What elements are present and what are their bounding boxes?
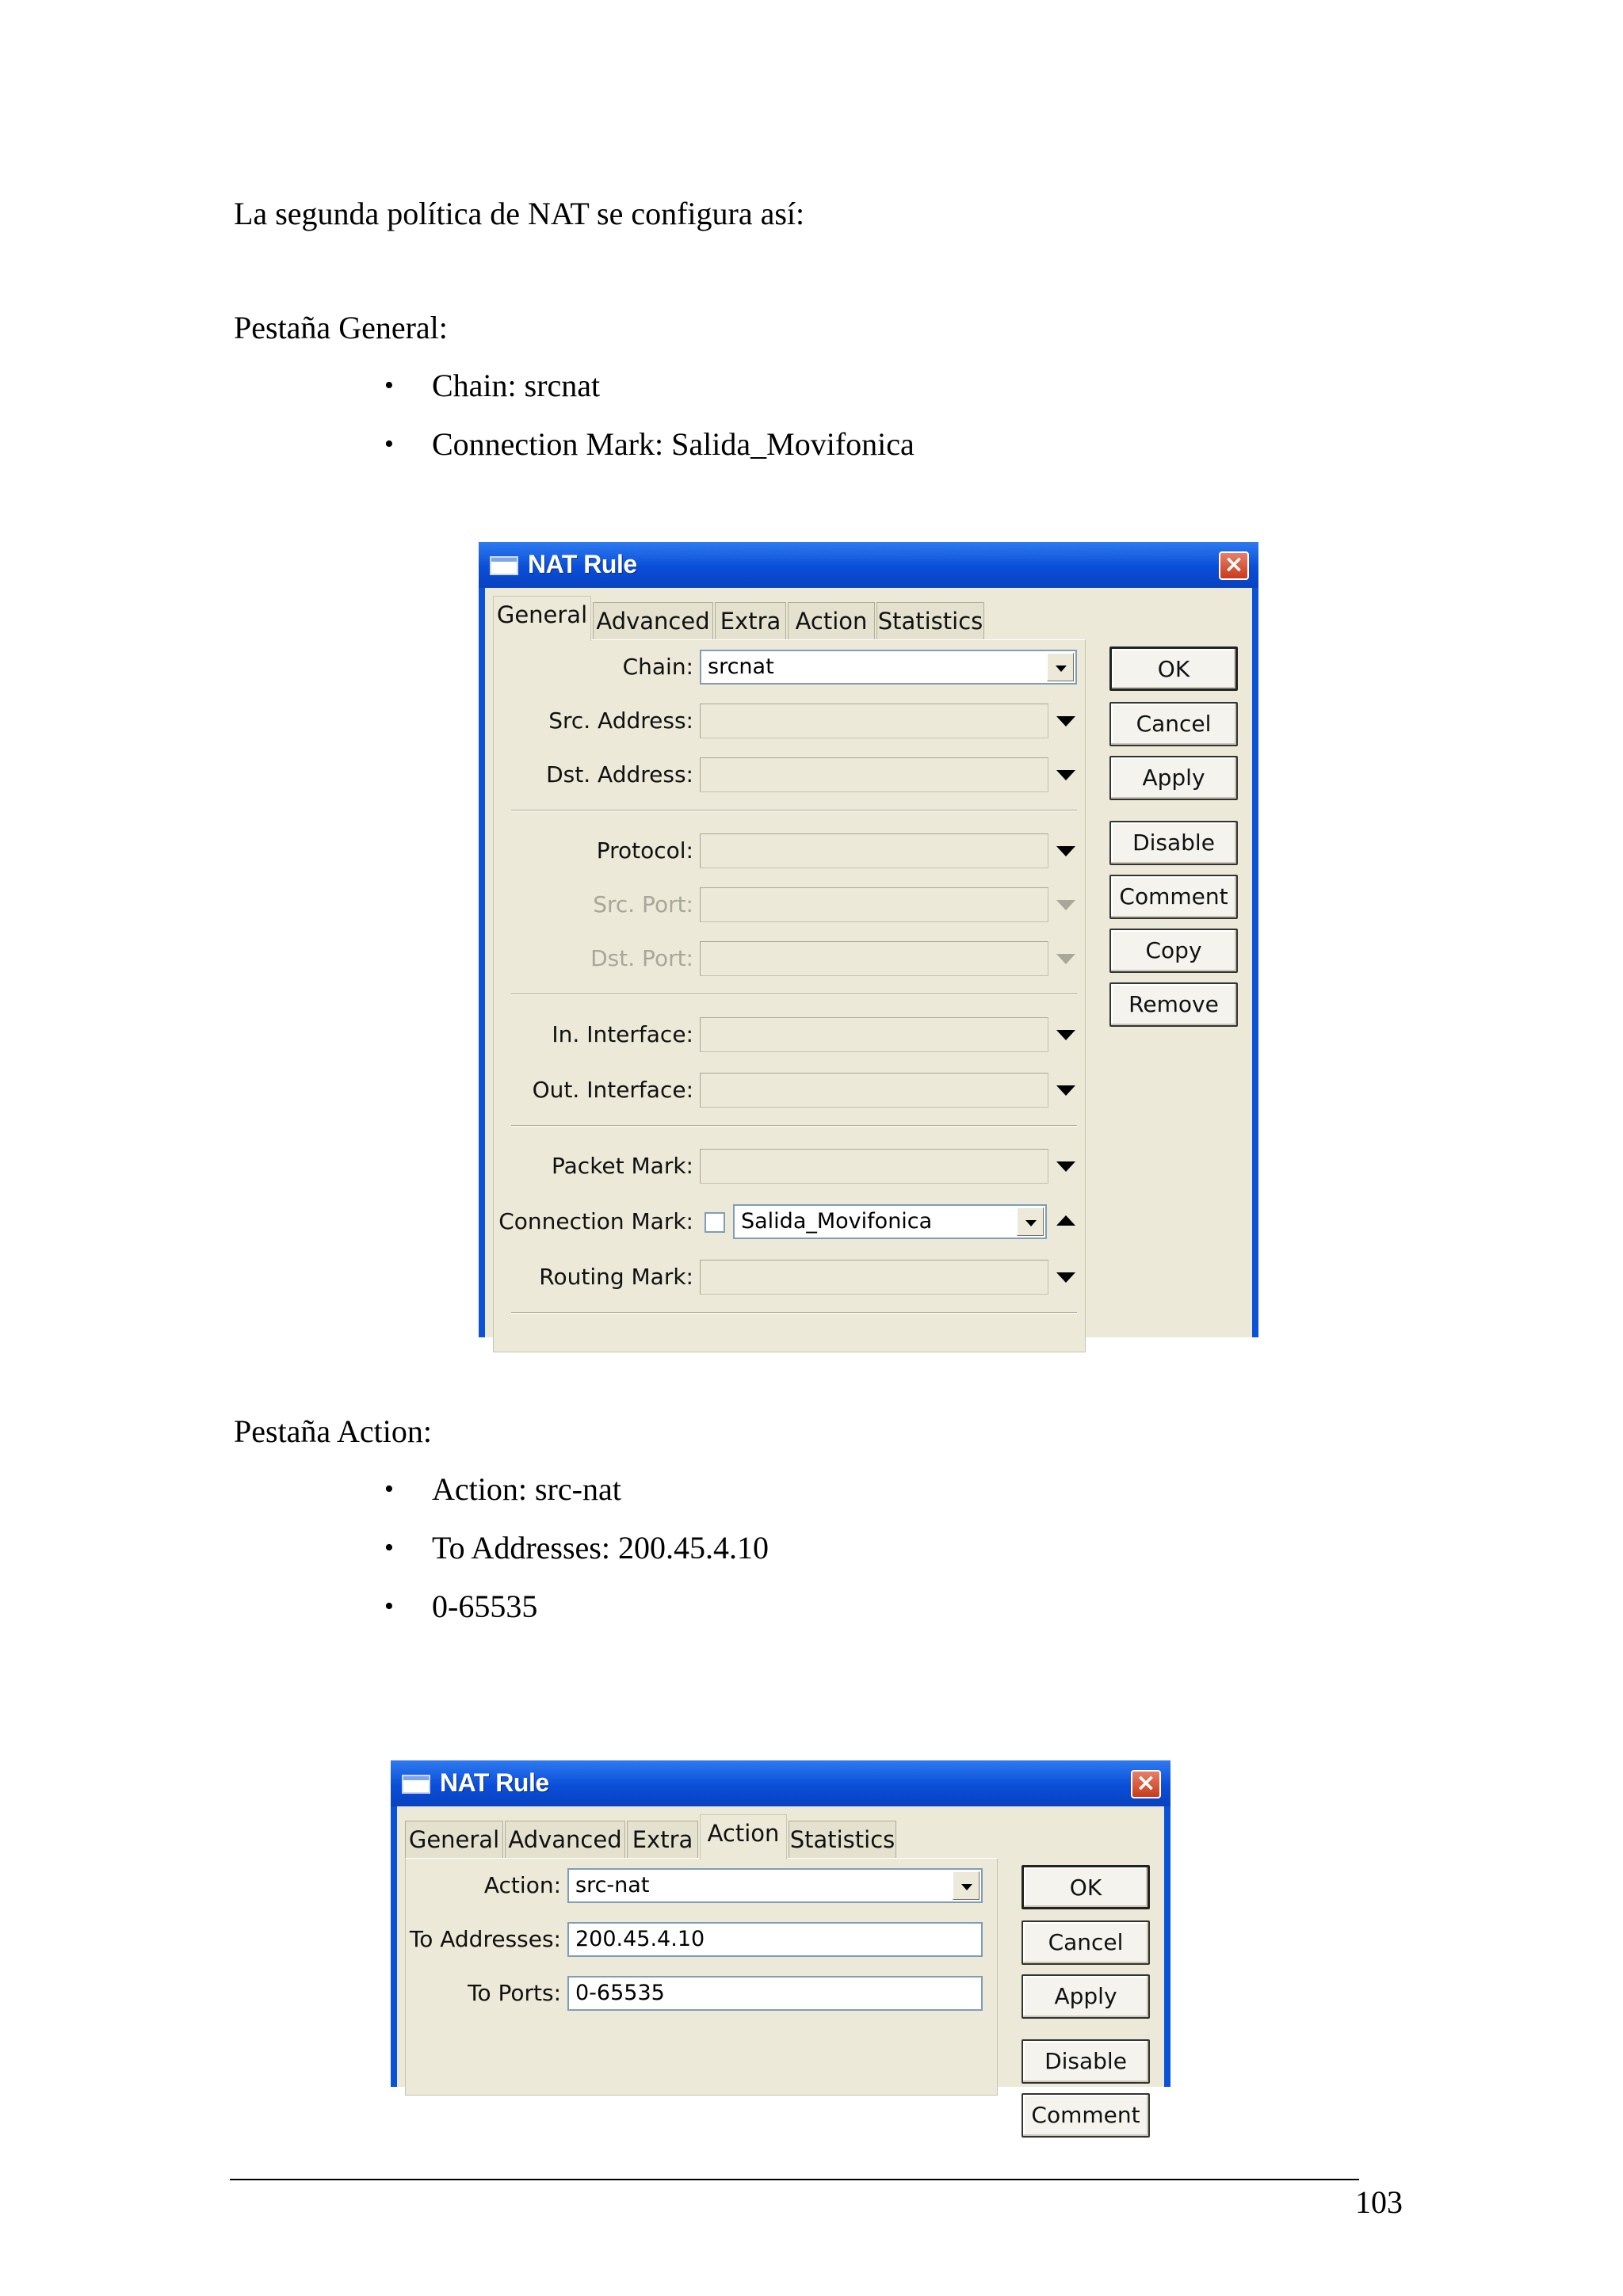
disable-button[interactable]: Disable <box>1022 2039 1150 2084</box>
tab-general[interactable]: General <box>405 1821 503 1859</box>
routing-mark-label: Routing Mark: <box>539 1264 693 1290</box>
to-ports-label: To Ports: <box>468 1980 561 2006</box>
dropdown-arrow-icon[interactable] <box>1056 846 1075 856</box>
tab-advanced[interactable]: Advanced <box>505 1821 625 1859</box>
out-interface-label: Out. Interface: <box>532 1077 693 1103</box>
bullet-icon: • <box>384 1592 394 1621</box>
dst-address-label: Dst. Address: <box>546 761 693 788</box>
tab-action[interactable]: Action <box>788 602 875 640</box>
bullet-text: Connection Mark: Salida_Movifonica <box>432 426 915 462</box>
dst-address-field[interactable] <box>700 757 1048 792</box>
intro-text: La segunda política de NAT se configura así: <box>234 196 805 231</box>
title-bar[interactable] <box>479 542 1258 588</box>
connection-mark-combo[interactable] <box>733 1204 1047 1239</box>
comment-button[interactable]: Comment <box>1109 875 1238 919</box>
nat-rule-dialog-general <box>479 542 1258 1337</box>
close-button[interactable] <box>1131 1770 1161 1798</box>
cancel-button[interactable]: Cancel <box>1109 702 1238 746</box>
bullet-item <box>384 1529 769 1567</box>
src-port-label: Src. Port: <box>593 891 693 917</box>
chevron-down-icon[interactable] <box>953 1871 980 1900</box>
tab-panel-action <box>405 1858 998 2096</box>
to-addresses-label: To Addresses: <box>409 1926 561 1952</box>
action-label: Action: <box>483 1872 561 1898</box>
out-interface-field[interactable] <box>700 1073 1048 1108</box>
dialog-client <box>485 588 1252 1337</box>
dropdown-arrow-icon[interactable] <box>1056 1030 1075 1040</box>
connection-mark-value: Salida_Movifonica <box>741 1209 933 1234</box>
copy-button[interactable]: Copy <box>1109 929 1238 973</box>
routing-mark-field[interactable] <box>700 1260 1048 1295</box>
separator <box>511 1125 1077 1127</box>
bullet-text: To Addresses: 200.45.4.10 <box>432 1530 769 1566</box>
section-action-heading: Pestaña Action: <box>234 1413 432 1449</box>
connection-mark-negate-checkbox[interactable] <box>705 1212 725 1233</box>
dropdown-arrow-icon <box>1056 900 1075 910</box>
tab-statistics[interactable]: Statistics <box>789 1821 896 1859</box>
src-address-field[interactable] <box>700 704 1048 738</box>
chain-combo[interactable] <box>700 650 1077 685</box>
tab-panel-general <box>493 639 1086 1352</box>
separator <box>511 994 1077 995</box>
apply-button[interactable]: Apply <box>1109 756 1238 800</box>
collapse-arrow-icon[interactable] <box>1056 1215 1075 1226</box>
to-addresses-value: 200.45.4.10 <box>575 1927 705 1951</box>
dropdown-arrow-icon[interactable] <box>1056 770 1075 780</box>
src-port-field <box>700 887 1048 922</box>
dropdown-arrow-icon <box>1056 954 1075 964</box>
bullet-item <box>384 425 915 463</box>
action-combo[interactable] <box>567 1868 983 1903</box>
bullet-icon: • <box>384 1474 394 1504</box>
dst-port-label: Dst. Port: <box>590 945 693 971</box>
bullet-text: Chain: srcnat <box>432 368 601 403</box>
footer-rule <box>230 2179 1359 2180</box>
dropdown-arrow-icon[interactable] <box>1056 1085 1075 1096</box>
section-general-heading: Pestaña General: <box>234 310 448 345</box>
protocol-field[interactable] <box>700 833 1048 868</box>
nat-rule-dialog-action <box>391 1760 1170 2128</box>
cancel-button[interactable]: Cancel <box>1022 1920 1150 1965</box>
close-icon: × <box>1224 551 1244 578</box>
window-icon <box>402 1775 430 1794</box>
to-ports-value: 0-65535 <box>575 1981 665 2005</box>
protocol-label: Protocol: <box>596 837 693 864</box>
tab-extra[interactable]: Extra <box>715 602 786 640</box>
ok-button[interactable]: OK <box>1109 646 1238 691</box>
dst-port-field <box>700 941 1048 976</box>
in-interface-field[interactable] <box>700 1017 1048 1052</box>
dialog-title: NAT Rule <box>440 1768 549 1797</box>
to-addresses-input[interactable] <box>567 1922 983 1957</box>
chain-value: srcnat <box>708 654 774 679</box>
to-ports-input[interactable] <box>567 1976 983 2011</box>
connection-mark-label: Connection Mark: <box>498 1208 693 1234</box>
tab-advanced[interactable]: Advanced <box>593 602 713 640</box>
title-bar[interactable] <box>391 1760 1170 1806</box>
dropdown-arrow-icon[interactable] <box>1056 1272 1075 1283</box>
page-number: 103 <box>1355 2184 1403 2220</box>
window-icon <box>490 556 518 575</box>
bullet-icon: • <box>384 429 394 459</box>
close-icon: × <box>1136 1769 1156 1797</box>
dropdown-arrow-icon[interactable] <box>1056 716 1075 727</box>
bullet-text: 0-65535 <box>432 1589 538 1624</box>
comment-button[interactable]: Comment <box>1022 2093 1150 2138</box>
tab-action[interactable]: Action <box>700 1814 787 1859</box>
close-button[interactable] <box>1219 551 1249 580</box>
apply-button[interactable]: Apply <box>1022 1974 1150 2019</box>
dialog-title: NAT Rule <box>528 550 637 578</box>
chain-label: Chain: <box>622 654 693 680</box>
chevron-down-icon[interactable] <box>1017 1207 1044 1236</box>
ok-button[interactable]: OK <box>1022 1865 1150 1909</box>
tab-general[interactable]: General <box>493 596 591 641</box>
disable-button[interactable]: Disable <box>1109 821 1238 865</box>
dropdown-arrow-icon[interactable] <box>1056 1161 1075 1172</box>
tab-statistics[interactable]: Statistics <box>876 602 984 640</box>
bullet-icon: • <box>384 1533 394 1562</box>
bullet-item <box>384 1588 538 1626</box>
bullet-text: Action: src-nat <box>432 1471 621 1507</box>
packet-mark-label: Packet Mark: <box>552 1153 693 1179</box>
bullet-item <box>384 367 601 405</box>
bullet-icon: • <box>384 371 394 400</box>
separator <box>511 1312 1077 1314</box>
dialog-client <box>397 1806 1164 2128</box>
packet-mark-field[interactable] <box>700 1149 1048 1184</box>
tab-extra[interactable]: Extra <box>627 1821 698 1859</box>
chevron-down-icon[interactable] <box>1047 653 1074 681</box>
separator <box>511 810 1077 811</box>
in-interface-label: In. Interface: <box>552 1021 693 1047</box>
bullet-item <box>384 1470 621 1508</box>
remove-button[interactable]: Remove <box>1109 982 1238 1027</box>
action-value: src-nat <box>575 1873 650 1897</box>
src-address-label: Src. Address: <box>548 707 693 734</box>
